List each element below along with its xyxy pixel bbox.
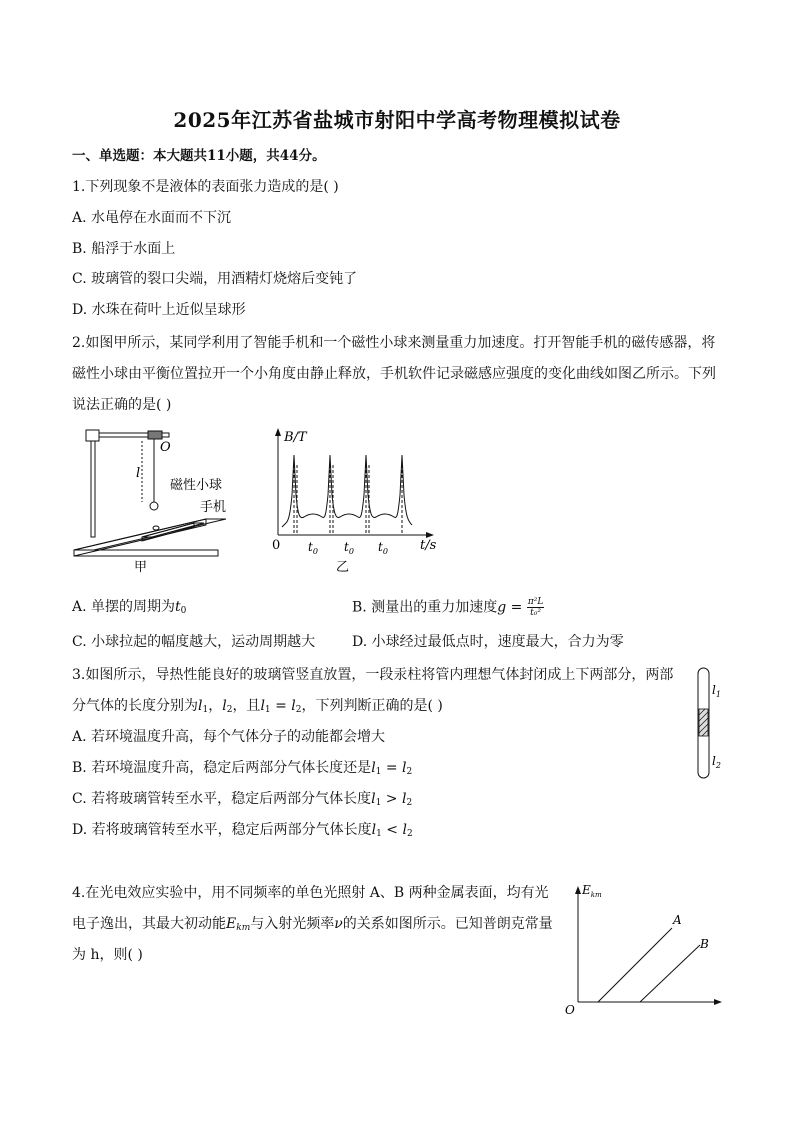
y-axis-label: B/T bbox=[284, 430, 307, 445]
q4-stem-line3: 为 h，则( ) bbox=[72, 947, 143, 963]
q3-stem-line2: 分气体的长度分别为$l_1$，$l_2$，且$l_1 = l_2$，下列判断正确的是( ) bbox=[72, 698, 443, 715]
q2-stem-line3: 说法正确的是( ) bbox=[72, 397, 172, 413]
q2-stem-line2: 磁性小球由平衡位置拉开一个小角度由静止释放，手机软件记录磁感应强度的变化曲线如图乙所示。下列 bbox=[72, 366, 716, 382]
q2-stem-line1: 2.如图甲所示，某同学利用了智能手机和一个磁性小球来测量重力加速度。打开智能手机的磁传感器，将 bbox=[72, 335, 716, 351]
origin-label: 0 bbox=[272, 538, 281, 553]
l2-label: $l_2$ bbox=[712, 754, 721, 770]
q3-stem-line1: 3.如图所示，导热性能良好的玻璃管竖直放置，一段汞柱将管内理想气体封闭成上下两部分，两部 bbox=[72, 667, 674, 683]
caption-jia: 甲 bbox=[134, 560, 148, 575]
caption-yi: 乙 bbox=[336, 560, 350, 575]
q4-stem-line2: 电子逸出，其最大初动能$E_{km}$与入射光频率ν的关系如图所示。已知普朗克常量 bbox=[72, 916, 553, 933]
line-b-label: B bbox=[700, 937, 709, 951]
q3-option-a: A. 若环境温度升高，每个气体分子的动能都会增大 bbox=[72, 729, 386, 745]
q4-figure-graph bbox=[560, 878, 730, 1023]
q1-option-a: A. 水黾停在水面而不下沉 bbox=[72, 210, 232, 226]
page-title: 2025年江苏省盐城市射阳中学高考物理模拟试卷 bbox=[173, 108, 621, 132]
q3-option-d: D. 若将玻璃管转至水平，稳定后两部分气体长度$l_1 < l_2$ bbox=[72, 822, 413, 839]
q4-stem-line1: 4.在光电效应实验中，用不同频率的单色光照射 A、B 两种金属表面，均有光 bbox=[72, 885, 549, 901]
origin-label: O bbox=[565, 1003, 575, 1017]
q1-option-d: D. 水珠在荷叶上近似呈球形 bbox=[72, 302, 246, 318]
q2-figure-jia bbox=[70, 425, 235, 575]
length-label: l bbox=[136, 466, 141, 481]
t0-label-1: $t_0$ bbox=[308, 540, 318, 556]
ball-label: 磁性小球 bbox=[170, 478, 223, 493]
q2-option-b: B. 测量出的重力加速度g = $\frac{\text{π²L}}{\text{t₀²}}$ bbox=[352, 597, 544, 618]
t0-label-2: $t_0$ bbox=[344, 540, 354, 556]
line-a-label: A bbox=[673, 913, 682, 927]
q2-option-c: C. 小球拉起的幅度越大，运动周期越大 bbox=[72, 634, 316, 650]
pivot-label: O bbox=[160, 440, 171, 455]
q3-option-b: B. 若环境温度升高，稳定后两部分气体长度还是$l_1 = l_2$ bbox=[72, 760, 413, 777]
q1-stem: 1.下列现象不是液体的表面张力造成的是( ) bbox=[72, 179, 339, 195]
q1-option-b: B. 船浮于水面上 bbox=[72, 241, 176, 257]
l1-label: $l_1$ bbox=[712, 683, 721, 699]
q1-option-c: C. 玻璃管的裂口尖端，用酒精灯烧熔后变钝了 bbox=[72, 271, 358, 287]
q2-figure-yi bbox=[268, 425, 453, 575]
t0-label-3: $t_0$ bbox=[378, 540, 388, 556]
q3-option-c: C. 若将玻璃管转至水平，稳定后两部分气体长度$l_1 > l_2$ bbox=[72, 791, 413, 808]
q2-option-d: D. 小球经过最低点时，速度最大，合力为零 bbox=[352, 634, 624, 650]
y-axis-label: $E_{km}$ bbox=[582, 883, 602, 899]
phone-label: 手机 bbox=[200, 500, 227, 515]
q2-option-a: A. 单摆的周期为$t_0$ bbox=[72, 599, 187, 616]
q3-figure-tube bbox=[692, 665, 732, 781]
section-heading: 一、单选题：本大题共11小题，共44分。 bbox=[72, 148, 326, 164]
x-axis-label: t/s bbox=[420, 538, 437, 553]
